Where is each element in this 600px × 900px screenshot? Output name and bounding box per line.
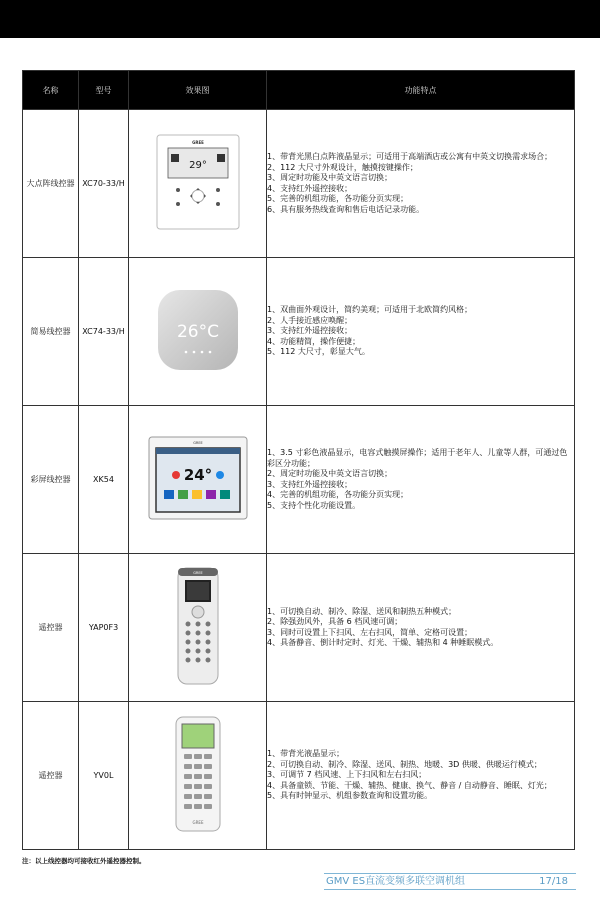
product-image-cell — [129, 406, 267, 554]
feature-line: 3、支持红外遥控接收； — [267, 479, 353, 489]
feature-line: 5、112 大尺寸，彰显大气。 — [267, 347, 370, 357]
display-temperature: 26°C — [176, 321, 219, 342]
header-image: 效果图 — [129, 71, 267, 110]
page-number: 17/18 — [539, 876, 568, 887]
table-row — [23, 110, 575, 258]
brand-logo: GREE — [192, 440, 203, 445]
row-name: 彩屏线控器 — [23, 406, 79, 554]
row-model: YV0L — [79, 702, 129, 850]
table-row — [23, 554, 575, 702]
footer-title: GMV ES直流变频多联空调机组 — [326, 876, 466, 887]
brand-logo: GREE — [191, 139, 204, 145]
feature-line: 3、周定时功能及中英文语言切换； — [267, 173, 393, 182]
row-features — [267, 110, 575, 258]
header-features: 功能特点 — [267, 71, 575, 110]
table-header-row — [23, 71, 575, 110]
row-model: XC70-33/H — [79, 110, 129, 258]
controller-spec-table — [22, 70, 575, 850]
feature-line: 1、可切换自动、制冷、除湿、送风和制热五种模式； — [267, 606, 457, 616]
row-features — [267, 258, 575, 406]
table-footnote: 注：以上线控器均可接收红外遥控器控制。 — [22, 857, 146, 865]
brand-logo: GREE — [192, 819, 203, 825]
header-model: 型号 — [79, 71, 129, 110]
page-footer — [324, 873, 576, 890]
feature-line: 4、完善的机组功能，各功能分页实现； — [267, 490, 409, 499]
feature-line: 2、可切换自动、制冷、除湿、送风、制热、地暖、3D 供暖、供暖运行模式； — [267, 759, 542, 769]
remote-control-yv0l-image — [174, 716, 222, 832]
remote-control-yap0f3-image — [176, 567, 220, 685]
row-model: XK54 — [79, 406, 129, 554]
product-image-cell — [129, 554, 267, 702]
row-model: YAP0F3 — [79, 554, 129, 702]
product-image-cell — [129, 702, 267, 850]
wired-controller-xc70-image — [156, 134, 240, 230]
feature-line: 2、周定时功能及中英文语言切换； — [267, 469, 393, 478]
feature-line: 5、完善的机组功能，各功能分页实现； — [267, 194, 409, 203]
row-model: XC74-33/H — [79, 258, 129, 406]
feature-line: 4、具备童锁、节能、干燥、辅热、健康、换气、静音 / 自动静音、睡眠、灯光； — [267, 780, 552, 790]
color-screen-controller-image — [148, 436, 248, 520]
brand-logo: GREE — [192, 570, 203, 575]
feature-line: 1、带背光液晶显示； — [267, 749, 345, 759]
row-features — [267, 406, 575, 554]
feature-line: 5、支持个性化功能设置。 — [267, 500, 361, 510]
feature-line: 1、3.5 寸彩色液晶显示，电容式触摸屏操作；适用于老年人、儿童等人群，可通过色彩区分功能； — [267, 448, 568, 468]
row-features — [267, 702, 575, 850]
feature-line: 4、功能精简，操作便捷； — [267, 336, 361, 346]
feature-line: 2、112 大尺寸外观设计，触摸按键操作； — [267, 162, 418, 172]
header-name: 名称 — [23, 71, 79, 110]
wired-controller-xc74-image — [156, 288, 240, 372]
row-name: 遥控器 — [23, 554, 79, 702]
feature-line: 3、同时可设置上下扫风、左右扫风，简单、定格可设置； — [267, 627, 473, 637]
feature-line: 3、可调节 7 档风速、上下扫风和左右扫风； — [267, 770, 427, 780]
feature-line: 1、双曲面外观设计，简约美观；可适用于北欧简约风格； — [267, 305, 473, 315]
display-temperature: 24° — [183, 465, 212, 484]
row-name: 遥控器 — [23, 702, 79, 850]
feature-line: 2、除强劲风外，具备 6 档风速可调； — [267, 617, 403, 626]
product-image-cell — [129, 110, 267, 258]
row-name: 大点阵线控器 — [23, 110, 79, 258]
table-row — [23, 702, 575, 850]
feature-line: 5、具有时钟显示、机组参数查询和设置功能。 — [267, 791, 433, 801]
feature-line: 6、具有服务热线查询和售后电话记录功能。 — [267, 204, 425, 214]
row-name: 简易线控器 — [23, 258, 79, 406]
feature-line: 1、带背光黑白点阵液晶显示；可适用于高端酒店或公寓有中英文切换需求场合； — [267, 152, 553, 161]
table-row — [23, 406, 575, 554]
feature-line: 3、支持红外遥控接收； — [267, 326, 353, 336]
feature-line: 2、人手接近感应唤醒； — [267, 315, 353, 325]
table-row — [23, 258, 575, 406]
feature-line: 4、具备静音、倒计时定时、灯光、干燥、辅热和 4 种睡眠模式。 — [267, 638, 499, 647]
top-black-banner — [0, 0, 600, 38]
display-temperature: 29° — [188, 159, 207, 171]
row-features — [267, 554, 575, 702]
feature-line: 4、支持红外遥控接收； — [267, 183, 353, 193]
product-image-cell — [129, 258, 267, 406]
